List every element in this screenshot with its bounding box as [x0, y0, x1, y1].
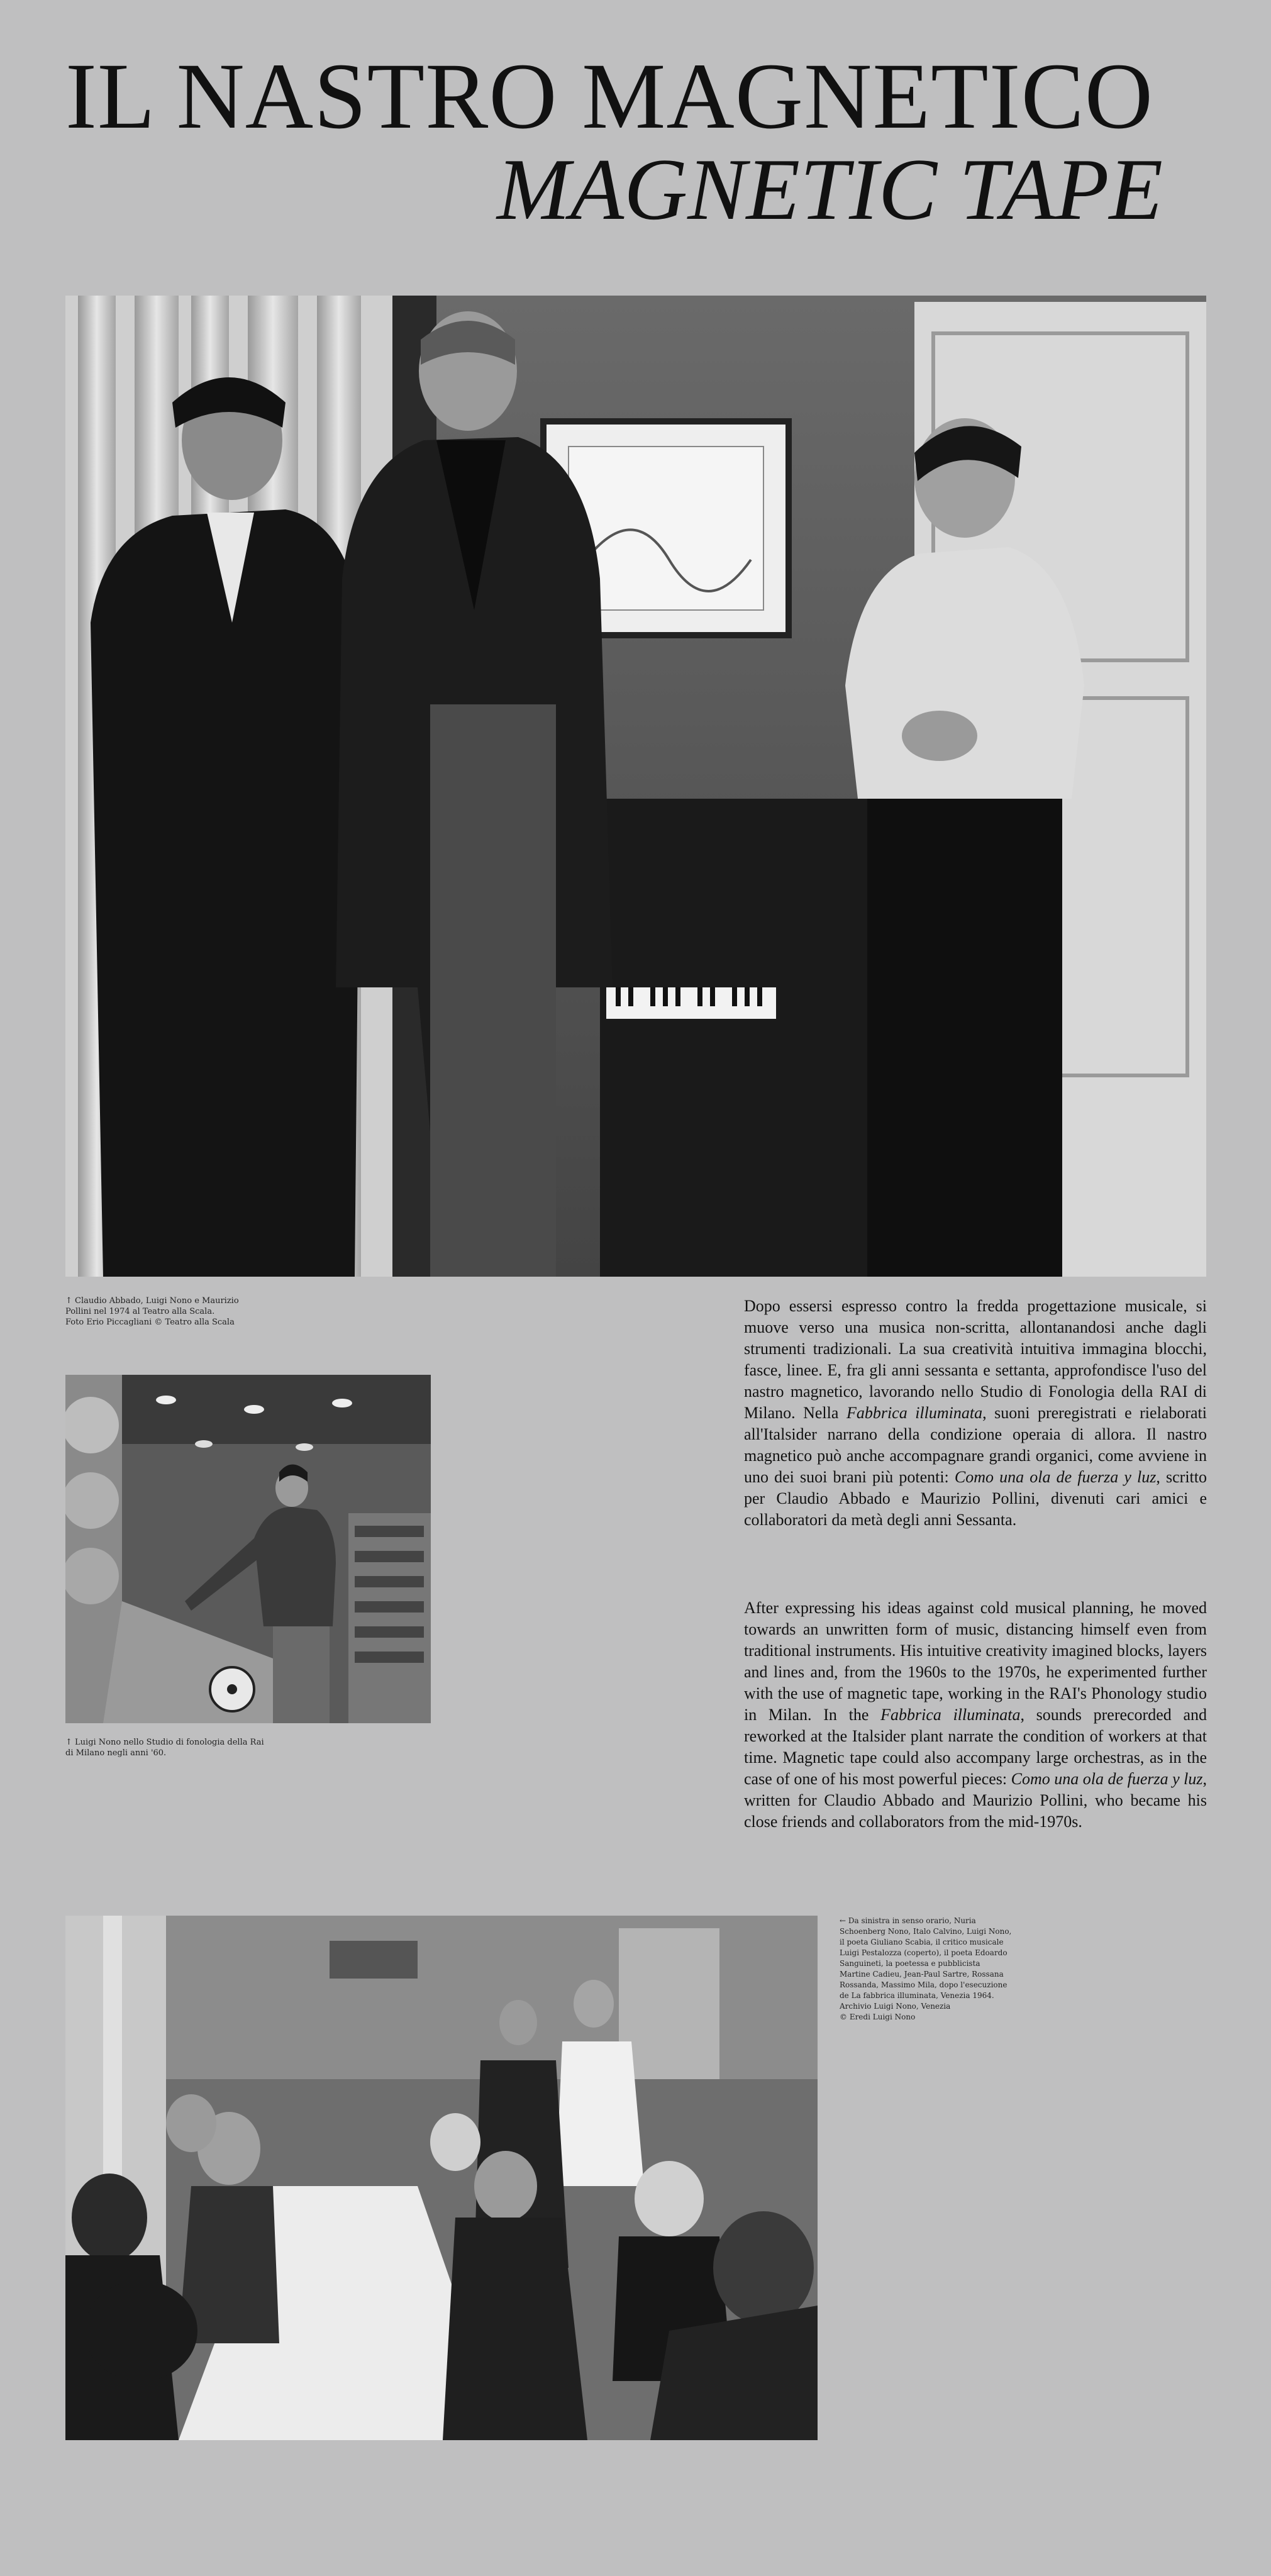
page-title-italian: IL NASTRO MAGNETICO: [65, 44, 1154, 148]
caption-line: © Eredi Luigi Nono: [840, 2012, 916, 2021]
caption-line: Schoenberg Nono, Italo Calvino, Luigi Nono,: [840, 1927, 1012, 1936]
paragraph-italian: Dopo essersi espresso contro la fredda progettazione musicale, si muove verso una musica non-scritta, allontanandosi anche dagli strumenti tradizionali. La sua creatività intuitiva immagina blocchi, fasce, linee. E, fra gli anni sessanta e settanta, approfondisce l'uso del nastro magnetico, lavorando nello Studio di Fonologia della RAI di Milano. Nella Fabbrica illuminata, suoni preregistrati e rielaborati all'Italsider narrano della condizione operaia di allora. Il nastro magnetico può anche accompagnare grandi organici, come avviene in uno dei suoi brani più potenti: Como una ola de fuerza y luz, scritto per Claudio Abbado e Maurizio Pollini, divenuti cari amici e collaboratori da metà degli anni Sessanta.: [744, 1297, 1207, 1529]
caption-line: Archivio Luigi Nono, Venezia: [840, 2002, 951, 2011]
caption-line: Pollini nel 1974 al Teatro alla Scala.: [65, 1307, 215, 1316]
paragraph-english: After expressing his ideas against cold musical planning, he moved towards an unwritten form of music, distancing himself even from traditional instruments. His intuitive creativity imagined blocks, layers and lines and, from the 1960s to the 1970s, he experimented further with the use of magnetic tape, working in the RAI's Phonology studio in Milan. In the Fabbrica illuminata, sounds prerecorded and reworked at the Italsider plant narrate the condition of workers at that time. Magnetic tape could also accompany large orchestras, as in the case of one of his most powerful pieces: Como una ola de fuerza y luz, written for Claudio Abbado and Maurizio Pollini, who became his close friends and collaborators from the mid-1970s.: [744, 1599, 1207, 1831]
caption-line: Martine Cadieu, Jean-Paul Sartre, Rossana: [840, 1970, 1004, 1979]
caption-middle-photo: [65, 1737, 330, 1758]
caption-line: il poeta Giuliano Scabia, il critico musicale: [840, 1938, 1004, 1946]
caption-line: ↑ Luigi Nono nello Studio di fonologia della Rai: [65, 1738, 264, 1747]
caption-line: ↑ Claudio Abbado, Luigi Nono e Maurizio: [65, 1296, 239, 1306]
work-title: Como una ola de fuerza y luz: [954, 1468, 1157, 1486]
caption-line: Sanguineti, la poetessa e pubblicista: [840, 1959, 980, 1968]
text-italian: [744, 1296, 1207, 1531]
caption-line: di Milano negli anni '60.: [65, 1748, 167, 1758]
caption-bottom-photo: [840, 1916, 1066, 2023]
photo-nono-studio-fonologia: [65, 1375, 431, 1723]
work-title: Fabbrica illuminata: [846, 1404, 983, 1422]
photo-dinner-group: [65, 1916, 818, 2440]
text-english: [744, 1597, 1207, 1833]
work-title: Como una ola de fuerza y luz: [1011, 1770, 1203, 1788]
photo-abbado-nono-pollini: [65, 296, 1206, 1277]
page-title-english: MAGNETIC TAPE: [497, 141, 1163, 238]
caption-line: Foto Erio Piccagliani © Teatro alla Scala: [65, 1318, 235, 1327]
caption-top-photo: [65, 1296, 317, 1328]
caption-line: ← Da sinistra in senso orario, Nuria: [840, 1916, 976, 1925]
caption-line: Rossanda, Massimo Mila, dopo l'esecuzione: [840, 1980, 1007, 1989]
caption-line: de La fabbrica illuminata, Venezia 1964.: [840, 1991, 994, 2000]
work-title: Fabbrica illuminata: [880, 1706, 1021, 1724]
caption-line: Luigi Pestalozza (coperto), il poeta Edoardo: [840, 1948, 1007, 1957]
